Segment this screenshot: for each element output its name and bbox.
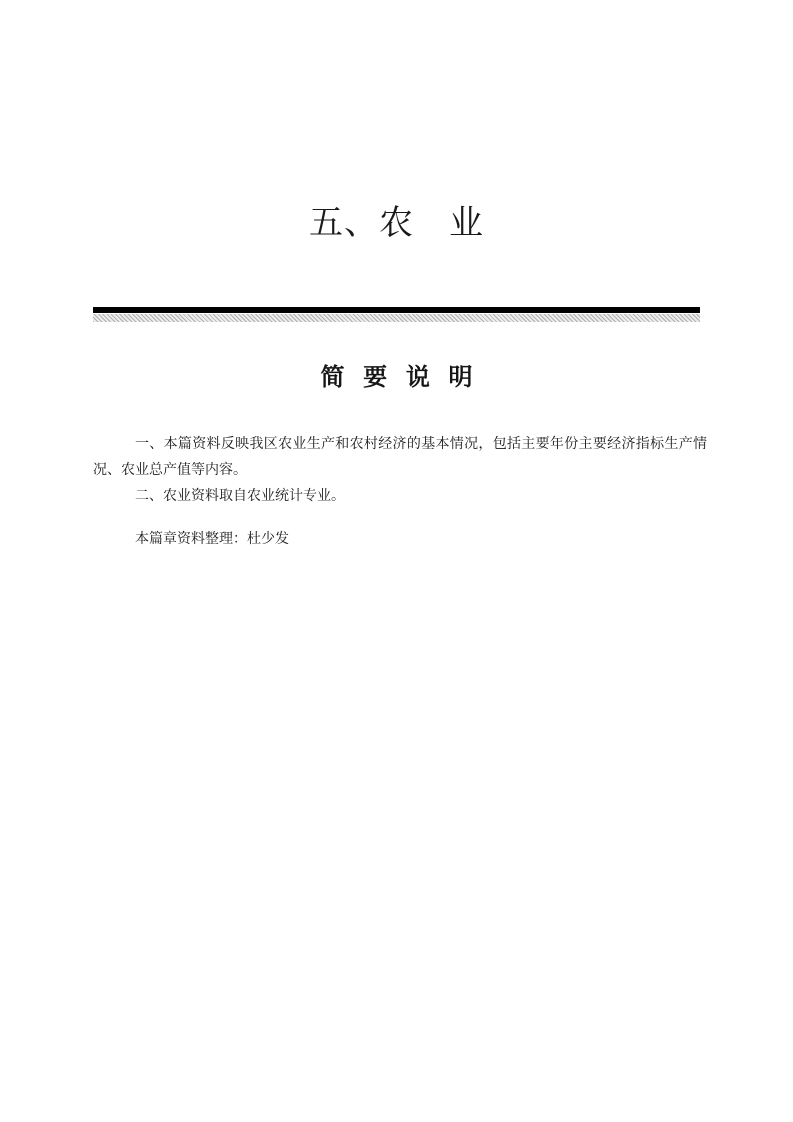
section-heading: 简 要 说 明 xyxy=(320,364,473,391)
paragraph-2: 二、农业资料取自农业统计专业。 xyxy=(135,489,345,504)
chapter-title: 五、农 业 xyxy=(309,205,484,242)
body-text-block xyxy=(93,432,707,553)
chapter-divider xyxy=(93,307,700,322)
paragraph-1: 一、本篇资料反映我区农业生产和农村经济的基本情况，包括主要年份主要经济指标生产情况、农业总产值等内容。 xyxy=(93,437,707,478)
divider-hatched-band xyxy=(93,314,700,322)
attribution-line: 本篇章资料整理：杜少发 xyxy=(135,532,289,547)
divider-black-bar xyxy=(93,307,700,313)
